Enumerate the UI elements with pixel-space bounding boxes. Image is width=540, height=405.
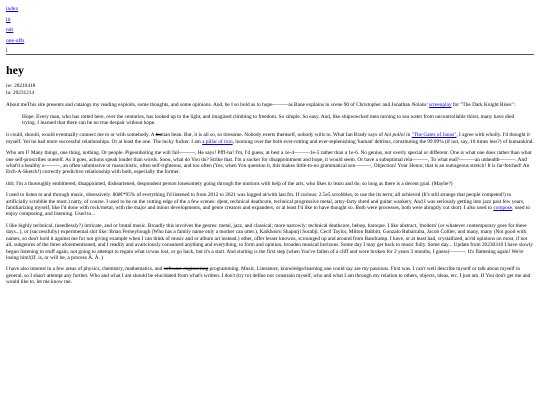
paragraph-interests	[6, 266, 534, 285]
connect-text-c: in	[404, 132, 412, 139]
connect-text-d: , I agree with wholly. I'd thought it myself. Yet he had more successful relationships. Or at least the one. The lucky fucker. I am	[6, 132, 530, 145]
nav-link-one-offs[interactable]: one-offs	[6, 37, 25, 44]
meta-iw: iw: 20210418	[6, 83, 36, 89]
music-text-a: I used to listen to and through music, obsessively. 80ê€*95% of everything I'd listened to from 2012 to 2021 was logged at/with last.fm. If curious: 2.5e5 scrobbles, to use the its term; all achieved (It's still strange that people competed!) to artificially scrobble the most.) natty, of course. I used to be on the cutting edge of the a few scenes: djent, technical deathcore, technical progressive metal, artsy-farty shred and guitar wankery. And I was seriously getting into jazz past few years, familiarizing myself, like I'd done with rock/metal, with the major and minor developments, and genre creators and expanders, or at least I'd like to have thought so. Both were processes, both were abruptly cut short. I also used to	[6, 192, 525, 212]
nav-item-ndr	[6, 25, 534, 36]
paragraph-about-text-b: for "The Dark Knight Rises":	[451, 102, 516, 109]
connect-strike: hu	[155, 132, 161, 139]
nav-item-lit	[6, 15, 534, 26]
nav-item-index	[6, 4, 534, 15]
paragraph-about-text-a: About meThis site presents and catalogs my reading exploits, some thoughts, and some opinions. And, be I so bold as to hope———as Bane explains in scene 90 of Christopher and Jonathan Nolans'	[6, 102, 429, 109]
connect-italic: hoi polloi	[384, 132, 405, 139]
interests-strike: software engineering	[163, 266, 209, 273]
paragraph-who-am-i: Who am I? Many things, one thing, nothing. Or people. Pigeonholing me will fail———, He says! Pfff-ha! I'm, I'd guess, at best a 1e-4———1e-5 rather than a 1e-6. No genius, not overly special or different. One is what one does rather than what one self-proscribes oneself. As it goes, actions speak louder than words. Sooo, what do You do? Strike that. I'm a sucker for disappointment and hope, it would seem. Or have a suboptimal rela———, To what end?———an unhealth———. And what'd a healthy o———, an often submissive or masochistic, often self-righteous, and too often (Yes, when You question it, this makes little-to-no grammatical sen———, Objection! Your Honor, that is an outrageous stretch! It is far-fetched! An Etch-A-Sketch!) correctly predictive relationship with both, especially the former.	[6, 150, 532, 176]
paragraph-music	[6, 192, 534, 218]
bane-quote: Hope. Every man, who has rotted here, over the centuries, has looked up to the light, and imagined climbing to freedom. So simple. So easy. And, like shipwrecked men turning to sea water from uncontrollable thirst, many have died trying. I learned that there can be no true despair without hope.	[22, 113, 515, 126]
nav-j-label: j	[6, 47, 8, 53]
nav-link-lit[interactable]: lit	[6, 16, 11, 23]
interests-text-a: I have also interest in a few areas of physics, chemistry, mathematics, and	[6, 266, 164, 273]
nav-link-index[interactable]: index	[6, 6, 19, 12]
nav-item-one-offs	[6, 36, 534, 47]
connect-text-e: , looming over the both ever-rotting and ever-replenishing 'human' detritus, constituting the 99.99% (if not, say, 10 times less?) of humankind.	[232, 138, 534, 145]
connect-text-a: it could, should, would eventually connect me to or with somebody. A	[6, 132, 156, 139]
nav-link-ndr[interactable]: ndr	[6, 27, 14, 33]
pillar-of-iron-link[interactable]: a pillar of iron	[202, 138, 233, 145]
page-title: hey	[6, 63, 24, 77]
divider	[6, 54, 534, 55]
connect-text-b: man bean. But, it is all so, so tiresome. Nobody exerts themself, nobody wills to. What Ian Brady says of	[160, 132, 385, 139]
nav-list	[6, 4, 534, 46]
compose-link[interactable]: compose	[493, 205, 513, 212]
paragraph-music-taste: I like highly technical, (needlessly?) intricate, and or brutal music. Broadly this involves the genres: metal, jazz, and classical; more narrowly: technical deathcore, bebop, baroque. I like abstract, 'modern' (or whatever contemporary goes for these days...), or (successfully) experimental shit like: Brian Ferneyhough (Who has a family name only a mother can utter.), Kaikhosru Shapurji Sorabji, Cecil Taylor, Milton Babbitt, Gonzalo Rubalcaba, Jacob Collier, and many, many (Not good with names, so don't hold it against me for not giving example when I can think of music and or album art instead.) other, offer lesser knowns, scrounged up and around from Bandcamp. I have, or at least had, crystallized, acrid opinions on most, if not all, subgenres of the three aforementioned, and I readily and avariciously consumed anything and everything, to form and opinion, broaden musical horizons. Some day I may get back to music fully. Some day... Update from 20230310 I have slowly begun listening to stuff again, not going to attempt to regain what is/was lost, or go back, but it's a start. And starting is the first step (when You've fallen of a cliff and wore broken for 2 years 3 months, I guess)———. It's flattening again! We're losing him!(If. is, or will be, a process Â. Â. )	[6, 222, 533, 261]
page-meta	[6, 83, 534, 96]
music-text-b: , used to enjoy composing, and listening. Used to...	[6, 205, 530, 218]
interests-text-b: programming. Music, Literature, knowledge/learning one could say are my passions. First was. I can't well describe myself or talk about myself in general, so I shan't attempt any further. Who and what I am should be elucidated from what's written. I don't (try to) define nor constrain myself, who and what I am through my relation to others, objects, ideas, etc. I just am. If You don't get me and would like to, let me know me.	[6, 266, 531, 286]
gates-of-janus-link[interactable]: "The Gates of Janus"	[411, 132, 457, 139]
screenplay-link[interactable]: screenplay	[428, 102, 452, 109]
paragraph-tldr: tldr; I'm a thoroughly embittered, disappointed, disheartened, despondent person lonesomely going through the motions with help of the arts, who likes to learn and do, so long as there is a decent goal. (Maybe?)	[6, 180, 453, 187]
paragraph-about	[6, 102, 534, 108]
meta-lu: lu: 20231214	[6, 89, 35, 96]
paragraph-connect	[6, 132, 534, 145]
